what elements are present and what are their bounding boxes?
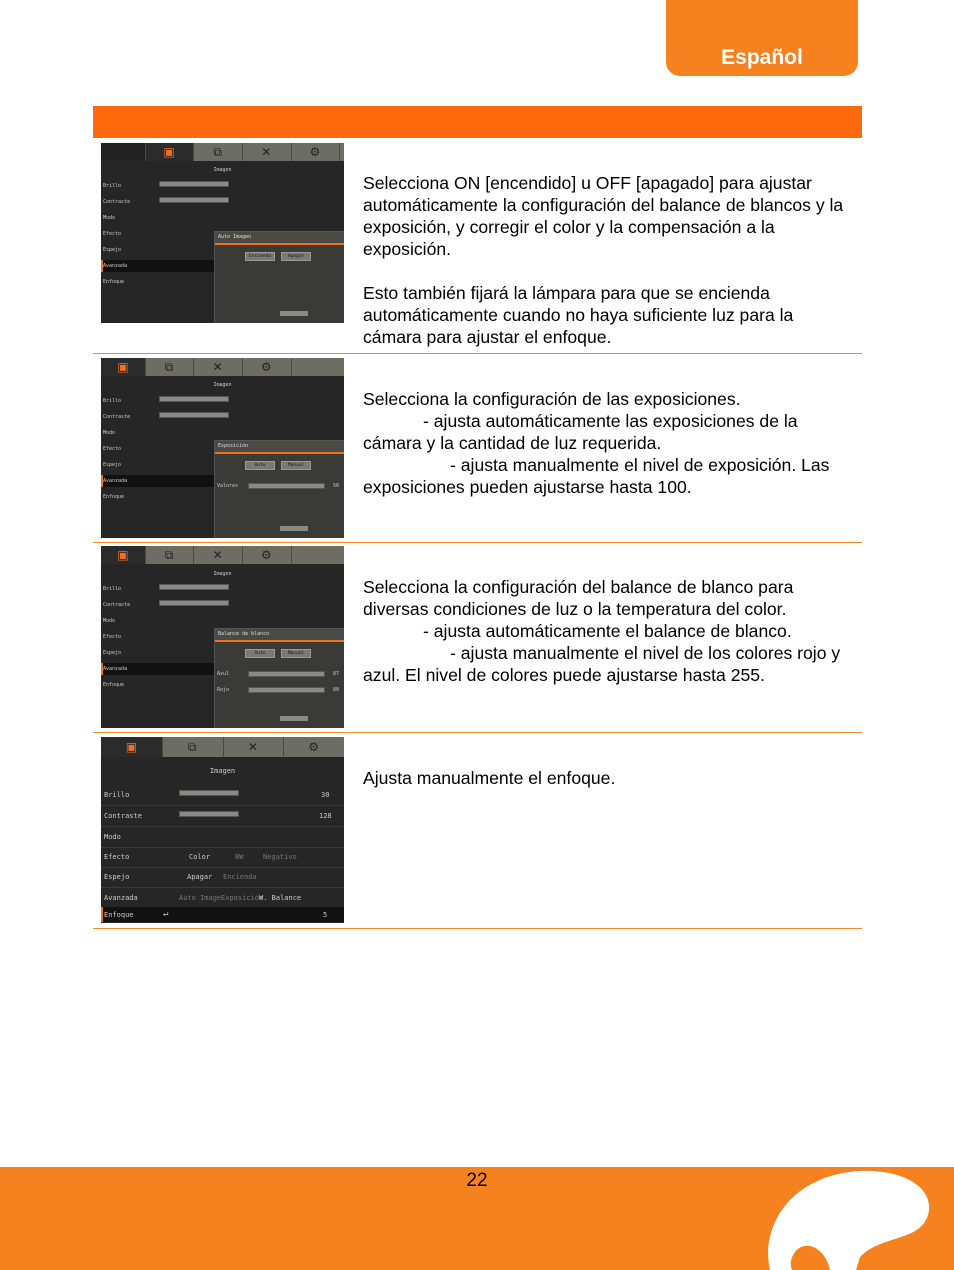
settings-tab-icon: ⚙	[291, 143, 341, 161]
osd-screenshot-auto-imagen	[101, 143, 344, 323]
paragraph: Selecciona ON [encendido] u OFF [apagado] para ajustar automáticamente la configuración del balance de blancos y la exposición, y corregir el color y la compensación a la exposición.	[363, 173, 844, 259]
image-tab-icon: ▣	[101, 358, 146, 376]
osd-menu-modo: Modo	[104, 833, 121, 842]
espejo-on-option: Encienda	[223, 873, 257, 882]
brillo-value: 30	[321, 791, 330, 800]
enfoque-value: 5	[323, 911, 328, 920]
contraste-value: 128	[319, 812, 332, 821]
efecto-color-option: Color	[189, 853, 211, 862]
settings-tab-icon: ⚙	[242, 546, 292, 564]
wb-red-label: Rojo	[217, 687, 230, 693]
wb-blue-value: 87	[333, 671, 340, 677]
intro-text: Selecciona la configuración de las exposiciones.	[363, 389, 741, 409]
osd-menu-avanzada: Avanzada	[103, 666, 128, 673]
efecto-bw-option: BW	[235, 853, 244, 862]
popup-title: Auto Imagen	[215, 232, 344, 245]
row-exposicion	[93, 354, 862, 543]
espejo-off-option: Apagar	[187, 873, 213, 882]
popup-auto-button: Auto	[245, 649, 275, 658]
tools-tab-icon: ✕	[193, 546, 243, 564]
osd-popup-balance-blanco	[214, 628, 344, 728]
paragraph: Esto también fijará la lámpara para que se encienda automáticamente cuando no haya suficiente luz para la cámara para ajustar el enfoque.	[363, 283, 794, 347]
popup-confirm-button	[280, 716, 308, 721]
osd-menu-espejo: Espejo	[103, 462, 122, 468]
tools-tab-icon: ✕	[223, 737, 285, 757]
row-description	[363, 388, 853, 498]
osd-heading: Imagen	[209, 767, 236, 776]
osd-menu-espejo: Espejo	[103, 247, 122, 253]
osd-menu-efecto: Efecto	[104, 853, 130, 862]
media-tab-icon: ⧉	[145, 546, 195, 564]
exposure-value: 50	[333, 483, 340, 489]
efecto-negativo-option: Negativo	[263, 853, 297, 862]
osd-menu-espejo: Espejo	[103, 650, 122, 657]
osd-screenshot-exposicion	[101, 358, 344, 538]
popup-manual-button: Manual	[281, 649, 311, 658]
popup-auto-button: Auto	[245, 461, 275, 470]
row-auto-imagen	[93, 138, 862, 354]
osd-menu-enfoque: Enfoque	[103, 494, 125, 500]
osd-menu-avanzada: Avanzada	[104, 894, 138, 903]
image-tab-icon: ▣	[101, 546, 146, 564]
settings-tab-icon: ⚙	[242, 358, 292, 376]
osd-menu-efecto: Efecto	[103, 231, 122, 237]
auto-text: - ajusta automáticamente el balance de blanco.	[423, 621, 792, 641]
osd-popup-exposicion	[214, 440, 344, 538]
osd-menu-modo: Modo	[103, 618, 116, 625]
osd-menu-contraste: Contraste	[103, 414, 131, 420]
media-tab-icon: ⧉	[145, 358, 195, 376]
popup-title: Exposición	[215, 441, 344, 454]
section-header-bar	[93, 106, 862, 138]
osd-heading: Imagen	[213, 167, 232, 174]
osd-menu-enfoque: Enfoque	[104, 911, 134, 920]
wb-red-value: 80	[333, 687, 340, 693]
page-number: 22	[466, 1170, 488, 1191]
row-description	[363, 576, 853, 686]
popup-off-button: Apagar	[281, 252, 311, 261]
row-description	[363, 767, 853, 789]
osd-menu-contraste: Contraste	[104, 812, 142, 821]
avanzada-exposicion: Exposición	[221, 894, 264, 903]
osd-screenshot-enfoque	[101, 737, 344, 923]
media-tab-icon: ⧉	[193, 143, 243, 161]
osd-menu-enfoque: Enfoque	[103, 279, 125, 285]
osd-menu-enfoque: Enfoque	[103, 682, 125, 689]
language-label: Español	[721, 46, 803, 69]
osd-screenshot-balance-blanco	[101, 546, 344, 728]
osd-menu-contraste: Contraste	[103, 199, 131, 205]
settings-tab-icon: ⚙	[308, 740, 319, 755]
osd-menu-brillo: Brillo	[103, 398, 122, 404]
osd-heading: Imagen	[213, 382, 232, 389]
image-tab-icon: ▣	[145, 143, 195, 161]
row-enfoque	[93, 733, 862, 929]
osd-menu-brillo: Brillo	[104, 791, 130, 800]
exposure-label: Valores	[217, 483, 239, 489]
paragraph: Ajusta manualmente el enfoque.	[363, 768, 616, 788]
intro-text: Selecciona la configuración del balance de blanco para diversas condiciones de luz o la temperatura del color.	[363, 577, 794, 619]
osd-menu-avanzada: Avanzada	[103, 478, 128, 484]
avanzada-auto-image: Auto Image	[179, 894, 222, 903]
osd-menu-avanzada: Avanzada	[103, 263, 128, 269]
popup-manual-button: Manual	[281, 461, 311, 470]
auto-text: - ajusta automáticamente las exposiciones de la cámara y la cantidad de luz requerida.	[363, 411, 798, 453]
osd-menu-contraste: Contraste	[103, 602, 131, 609]
avanzada-w-balance: W. Balance	[259, 894, 302, 903]
language-tab	[666, 0, 858, 76]
osd-menu-brillo: Brillo	[103, 586, 122, 593]
osd-popup-auto-imagen	[214, 231, 344, 323]
row-description	[363, 172, 853, 348]
osd-menu-brillo: Brillo	[103, 183, 122, 189]
row-balance-blanco	[93, 543, 862, 733]
tools-tab-icon: ✕	[242, 143, 292, 161]
osd-menu-efecto: Efecto	[103, 634, 122, 641]
popup-confirm-button	[280, 526, 308, 531]
osd-menu-modo: Modo	[103, 430, 116, 436]
image-tab-icon: ▣	[101, 737, 163, 757]
popup-title: Balance de blanco	[215, 629, 344, 642]
osd-menu-modo: Modo	[103, 215, 116, 221]
osd-menu-espejo: Espejo	[104, 873, 130, 882]
osd-heading: Imagen	[213, 570, 232, 577]
brand-logo	[760, 1167, 954, 1270]
wb-blue-label: Azul	[217, 671, 230, 677]
tools-tab-icon: ✕	[193, 358, 243, 376]
enter-icon: ↵	[163, 909, 169, 920]
popup-confirm-button	[280, 311, 308, 316]
manual-text: - ajusta manualmente el nivel de exposición. Las exposiciones pueden ajustarse hasta 100.	[363, 455, 830, 497]
popup-on-button: Encienda	[245, 252, 275, 261]
osd-menu-efecto: Efecto	[103, 446, 122, 452]
media-tab-icon: ⧉	[162, 737, 224, 757]
manual-text: - ajusta manualmente el nivel de los colores rojo y azul. El nivel de colores puede ajustarse hasta 255.	[363, 643, 841, 685]
